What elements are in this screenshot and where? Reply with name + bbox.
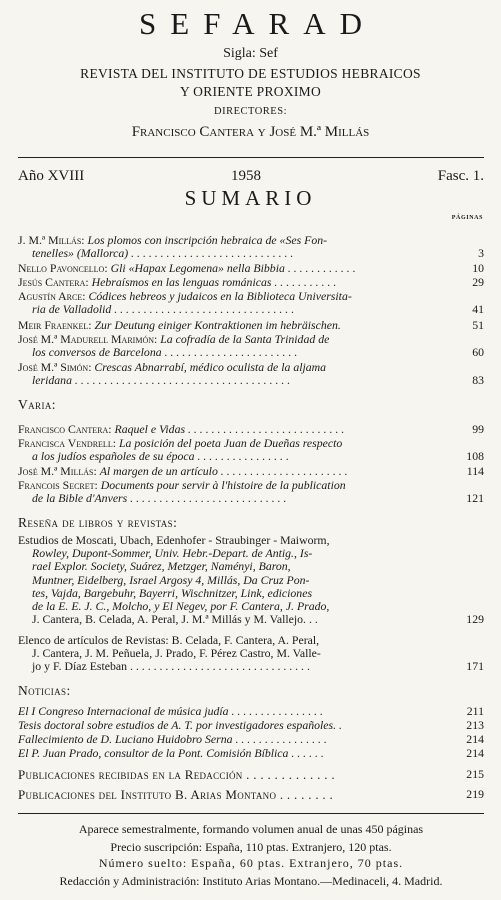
entry-page: 213 [462, 719, 484, 732]
toc-entry[interactable] [18, 705, 484, 718]
journal-masthead: SEFARAD [139, 6, 376, 41]
footer-line-2: Precio suscripción: España, 110 ptas. Extranjero, 120 ptas. [110, 840, 392, 854]
entry-title: Zur Deutung einiger Kontraktionen im hebräischen. [94, 319, 341, 332]
entry-author: Nello Pavoncello: [18, 262, 108, 275]
toc-entry[interactable] [18, 234, 484, 260]
issue-year: 1958 [231, 168, 261, 184]
entry-author: J. M.ª Millás: [18, 234, 85, 247]
resena-estudios[interactable] [18, 534, 484, 626]
entry-page: 29 [468, 276, 484, 289]
entry-page: 99 [468, 423, 484, 436]
entry-author: Agustín Arce: [18, 290, 86, 303]
entry-page: 60 [468, 346, 484, 359]
resena-line: Rowley, Dupont-Sommer, Univ. Hebr.-Depart. de Antig., Is- [32, 547, 313, 561]
entry-author: José M.ª Millás: [18, 465, 97, 478]
entry-title: Publicaciones del Instituto B. Arias Montano . . . . . . . . [18, 788, 334, 802]
footer-line-4: Redacción y Administración: Instituto Arias Montano.—Medinaceli, 4. Madrid. [59, 874, 443, 888]
toc-entry[interactable] [18, 788, 484, 804]
entry-author: Francisco Cantera: [18, 423, 112, 436]
entry-author: Francisca Vendrell: [18, 437, 116, 450]
footer-line-3: Número suelto: España, 60 ptas. Extranjero, 70 ptas. [98, 856, 404, 870]
entry-title-cont: ria de Valladolid . . . . . . . . . . . . . . . . . . . . . . . . . . . . . . . [32, 303, 295, 317]
footer-line-1: Aparece semestralmente, formando volumen anual de unas 450 páginas [78, 822, 424, 836]
entry-title-cont: tenelles» (Mallorca) . . . . . . . . . . . . . . . . . . . . . . . . . . . . [32, 247, 294, 261]
pages-column-label: páginas [451, 212, 483, 221]
toc-entry[interactable] [18, 276, 484, 289]
toc-entry[interactable] [18, 423, 484, 436]
issue-line [18, 168, 484, 188]
entry-author: José M.ª Madurell Marimón: [18, 333, 158, 346]
resena-line: Estudios de Moscati, Ubach, Edenhofer - Straubinger - Maiworm, [18, 534, 330, 547]
entry-title: El P. Juan Prado, consultor de la Pont. Comisión Bíblica . . . . . . [18, 747, 324, 760]
entry-page: 108 [462, 450, 484, 463]
resena-line: rael Explor. Society, Suárez, Metzger, Naményi, Baron, [32, 560, 291, 574]
entry-title: Al margen de un artículo . . . . . . . . . . . . . . . . . . . . . . [99, 465, 348, 478]
toc-entry[interactable] [18, 262, 484, 275]
issue-year-label: Año XVIII [18, 168, 85, 184]
entry-author: Francois Secret: [18, 479, 98, 492]
toc-entry[interactable] [18, 479, 484, 505]
entry-title: La posición del poeta Juan de Dueñas respecto [118, 437, 343, 450]
journal-subtitle-line1: REVISTA DEL INSTITUTO DE ESTUDIOS HEBRAICOS [80, 66, 421, 81]
entry-page: 214 [462, 733, 484, 746]
journal-subtitle-line2: Y ORIENTE PROXIMO [179, 84, 322, 99]
entry-page: 171 [462, 660, 484, 673]
entry-page: 219 [462, 788, 484, 801]
entry-title: Crescas Abnarrabí, médico oculista de la aljama [94, 361, 327, 374]
entry-title: Tesis doctoral sobre estudios de A. T. por investigadores españoles. . [18, 719, 342, 732]
resena-line: J. Cantera, J. M. Peñuela, J. Prado, F. Pérez Castro, M. Valle- [32, 647, 321, 661]
toc-entry[interactable] [18, 747, 484, 760]
toc-entry[interactable] [18, 361, 484, 387]
entry-title: Los plomos con inscripción hebraica de «Ses Fon- [87, 234, 328, 247]
toc-entry[interactable] [18, 465, 484, 478]
summary-title: SUMARIO [184, 186, 317, 210]
varia-heading: Varia: [18, 397, 56, 412]
entry-page: 214 [462, 747, 484, 760]
entry-title: Documents pour servir à l'histoire de la publication [100, 479, 346, 492]
entry-page: 121 [462, 492, 484, 505]
journal-sigla: Sigla: Sef [223, 46, 278, 61]
entry-page: 215 [462, 768, 484, 781]
entry-page: 83 [468, 374, 484, 387]
directors-names: Francisco Cantera y José M.ª Millás [131, 124, 370, 140]
entry-title: Fallecimiento de D. Luciano Huidobro Serna . . . . . . . . . . . . . . . . [18, 733, 327, 746]
toc-entry[interactable] [18, 437, 484, 463]
entry-page: 211 [463, 705, 484, 718]
resena-line: Elenco de artículos de Revistas: B. Celada, F. Cantera, A. Peral, [18, 634, 320, 647]
entry-page: 114 [463, 465, 484, 478]
resena-line: de la E. E. J. C., Molcho, y El Negev, por F. Cantera, J. Prado, [32, 599, 330, 613]
entry-author: Meir Fraenkel: [18, 319, 92, 332]
resena-line: jo y F. Díaz Esteban . . . . . . . . . . . . . . . . . . . . . . . . . . . . . . . [32, 660, 310, 674]
entry-author: Jesús Cantera: [18, 276, 89, 289]
entry-page: 3 [474, 247, 484, 260]
toc-entry[interactable] [18, 733, 484, 746]
entry-title: Raquel e Vidas . . . . . . . . . . . . . . . . . . . . . . . . . . . [114, 423, 345, 436]
directors-label: DIRECTORES: [214, 106, 287, 117]
entry-page: 41 [468, 303, 484, 316]
toc-entry[interactable] [18, 290, 484, 316]
footer-divider [18, 813, 484, 814]
entry-title: La cofradía de la Santa Trinidad de [160, 333, 330, 346]
resena-heading: Reseña de libros y revistas: [18, 515, 178, 530]
entry-title: Gli «Hapax Legomena» nella Bibbia . . . . . . . . . . . . [110, 262, 356, 275]
resena-line: J. Cantera, B. Celada, A. Peral, J. M.ª Millás y M. Vallejo. . . [32, 613, 318, 627]
issue-fascicle: Fasc. 1. [437, 168, 484, 184]
entry-author: José M.ª Simón: [18, 361, 92, 374]
resena-line: tes, Vajda, Bargebuhr, Bayerri, Wischnitzer, Link, ediciones [32, 586, 313, 600]
toc-entry[interactable] [18, 719, 484, 732]
header-divider [18, 157, 484, 158]
entry-page: 51 [468, 319, 484, 332]
toc-entry[interactable] [18, 333, 484, 359]
entry-title-cont: los conversos de Barcelona . . . . . . . . . . . . . . . . . . . . . . . [32, 346, 298, 360]
resena-elenco[interactable] [18, 634, 484, 674]
toc-entry[interactable] [18, 319, 484, 332]
toc-entry[interactable] [18, 768, 484, 784]
noticias-heading: Noticias: [18, 683, 71, 698]
entry-title-cont: leridana . . . . . . . . . . . . . . . . . . . . . . . . . . . . . . . . . . . . . [32, 374, 291, 388]
entry-title: El I Congreso Internacional de música judía . . . . . . . . . . . . . . . . [18, 705, 323, 718]
entry-page: 10 [468, 262, 484, 275]
entry-title: Códices hebreos y judaicos en la Biblioteca Universita- [88, 290, 352, 303]
entry-title: Publicaciones recibidas en la Redacción . . . . . . . . . . . . . [18, 768, 335, 782]
resena-line: Muntner, Eidelberg, Israel Argosy 4, Millás, Da Cruz Pon- [32, 573, 310, 587]
entry-title-cont: de la Bible d'Anvers . . . . . . . . . . . . . . . . . . . . . . . . . . . [32, 492, 287, 506]
entry-title-cont: a los judíos españoles de su época . . . . . . . . . . . . . . . . [32, 450, 289, 464]
entry-page: 129 [462, 613, 484, 626]
entry-title: Hebraísmos en las lenguas románicas . . . . . . . . . . . [91, 276, 337, 289]
